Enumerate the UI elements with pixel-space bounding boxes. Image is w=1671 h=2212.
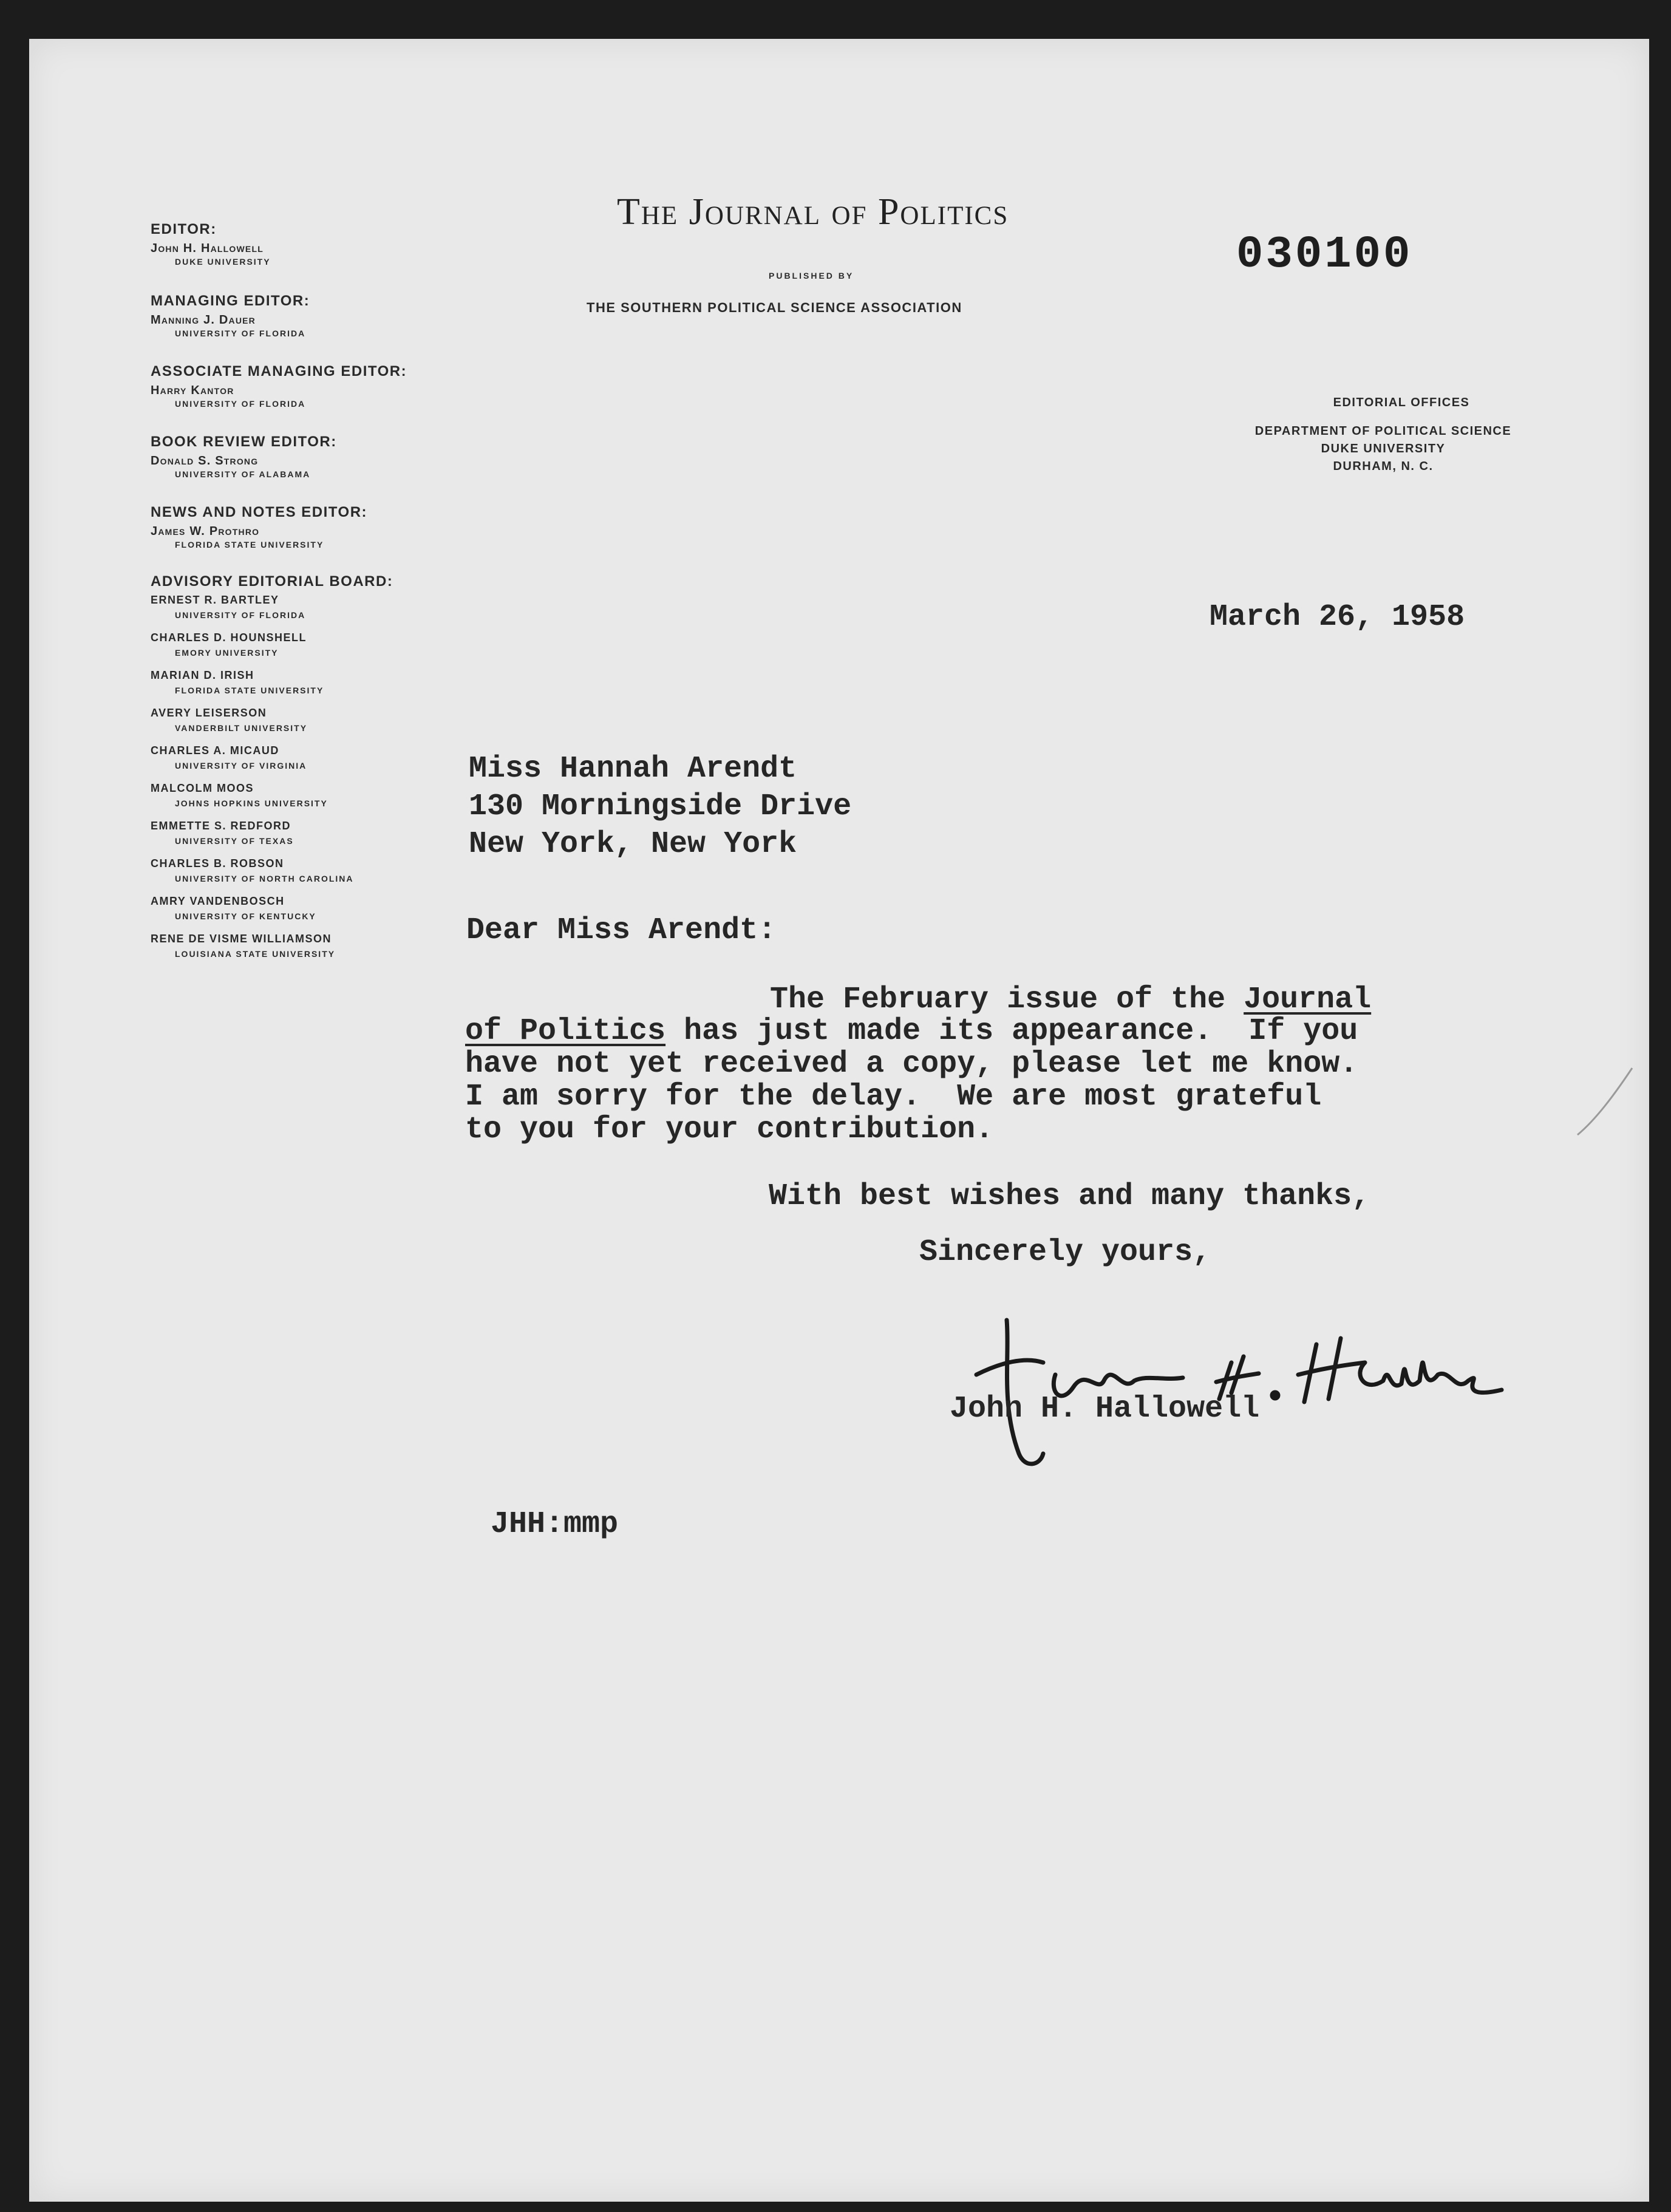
role-heading: EDITOR: bbox=[151, 221, 217, 237]
board-member bbox=[151, 933, 407, 970]
member-name: CHARLES A. MICAUD bbox=[151, 744, 279, 757]
masthead bbox=[151, 221, 407, 970]
role-affiliation: DUKE UNIVERSITY bbox=[175, 257, 271, 267]
board-member bbox=[151, 744, 407, 782]
member-name: RENE DE VISME WILLIAMSON bbox=[151, 933, 332, 945]
editorial-offices bbox=[1171, 396, 1596, 474]
role-affiliation: UNIVERSITY OF FLORIDA bbox=[175, 399, 306, 409]
document-number-stamp: 030100 bbox=[1236, 230, 1413, 281]
handwritten-signature bbox=[904, 1271, 1505, 1496]
board-member bbox=[151, 594, 407, 631]
member-name: ERNEST R. BARTLEY bbox=[151, 594, 279, 606]
role-name: Donald S. Strong bbox=[151, 454, 259, 468]
published-by: PUBLISHED BY bbox=[769, 271, 854, 281]
member-affiliation: UNIVERSITY OF NORTH CAROLINA bbox=[175, 874, 354, 883]
address-line: 130 Morningside Drive bbox=[469, 789, 852, 824]
salutation: Dear Miss Arendt: bbox=[466, 913, 777, 948]
board-member bbox=[151, 669, 407, 707]
board-member bbox=[151, 895, 407, 933]
body-line: I am sorry for the delay. We are most grateful bbox=[465, 1080, 1322, 1114]
member-name: EMMETTE S. REDFORD bbox=[151, 820, 291, 832]
member-affiliation: UNIVERSITY OF VIRGINIA bbox=[175, 761, 307, 771]
address-line: Miss Hannah Arendt bbox=[469, 752, 797, 786]
body-line: to you for your contribution. bbox=[465, 1112, 994, 1147]
board-member bbox=[151, 820, 407, 857]
role-affiliation: UNIVERSITY OF ALABAMA bbox=[175, 469, 311, 479]
body-text: The February issue of the bbox=[770, 982, 1244, 1017]
board-member bbox=[151, 782, 407, 820]
reference-initials: JHH:mmp bbox=[491, 1507, 619, 1542]
role-affiliation: UNIVERSITY OF FLORIDA bbox=[175, 328, 306, 338]
offices-university: DUKE UNIVERSITY bbox=[1321, 442, 1446, 455]
member-name: AVERY LEISERSON bbox=[151, 707, 267, 719]
member-affiliation: LOUISIANA STATE UNIVERSITY bbox=[175, 949, 336, 959]
member-name: CHARLES D. HOUNSHELL bbox=[151, 631, 307, 644]
board-list bbox=[151, 594, 407, 970]
member-affiliation: JOHNS HOPKINS UNIVERSITY bbox=[175, 798, 328, 808]
member-name: MARIAN D. IRISH bbox=[151, 669, 254, 681]
margin-mark bbox=[1571, 1065, 1638, 1138]
letter-date: March 26, 1958 bbox=[1210, 600, 1465, 635]
member-affiliation: UNIVERSITY OF FLORIDA bbox=[175, 610, 306, 620]
body-line bbox=[770, 982, 1371, 1017]
board-member bbox=[151, 631, 407, 669]
address-line: New York, New York bbox=[469, 827, 797, 862]
body-text: has just made its appearance. If you bbox=[665, 1014, 1358, 1049]
offices-department: DEPARTMENT OF POLITICAL SCIENCE bbox=[1254, 424, 1512, 438]
journal-title-underlined: of Politics bbox=[465, 1014, 666, 1049]
association-name: THE SOUTHERN POLITICAL SCIENCE ASSOCIATION bbox=[587, 300, 962, 315]
journal-title-underlined: Journal bbox=[1244, 982, 1372, 1017]
typed-signer-name: John H. Hallowell bbox=[950, 1392, 1260, 1426]
member-affiliation: FLORIDA STATE UNIVERSITY bbox=[175, 686, 324, 695]
offices-heading: EDITORIAL OFFICES bbox=[1333, 396, 1470, 409]
board-member bbox=[151, 857, 407, 895]
member-affiliation: UNIVERSITY OF KENTUCKY bbox=[175, 911, 316, 921]
member-name: AMRY VANDENBOSCH bbox=[151, 895, 285, 907]
body-line bbox=[465, 1014, 1358, 1049]
member-name: MALCOLM MOOS bbox=[151, 782, 254, 794]
member-affiliation: EMORY UNIVERSITY bbox=[175, 648, 279, 658]
member-affiliation: VANDERBILT UNIVERSITY bbox=[175, 723, 308, 733]
masthead-role bbox=[151, 504, 407, 573]
masthead-role bbox=[151, 293, 407, 363]
masthead-role bbox=[151, 221, 407, 293]
journal-title: The Journal of Politics bbox=[617, 191, 1009, 233]
board-heading: ADVISORY EDITORIAL BOARD: bbox=[151, 573, 393, 590]
masthead-role bbox=[151, 363, 407, 434]
letter-sheet bbox=[29, 39, 1649, 2202]
role-heading: NEWS AND NOTES EDITOR: bbox=[151, 504, 368, 520]
masthead-role bbox=[151, 434, 407, 504]
board-member bbox=[151, 707, 407, 744]
closing-line: With best wishes and many thanks, bbox=[769, 1179, 1370, 1214]
role-name: John H. Hallowell bbox=[151, 242, 264, 255]
body-line: have not yet received a copy, please let me know. bbox=[465, 1047, 1358, 1081]
member-name: CHARLES B. ROBSON bbox=[151, 857, 284, 869]
role-heading: ASSOCIATE MANAGING EDITOR: bbox=[151, 363, 407, 379]
offices-city: DURHAM, N. C. bbox=[1333, 460, 1434, 473]
role-name: Harry Kantor bbox=[151, 384, 234, 397]
role-heading: BOOK REVIEW EDITOR: bbox=[151, 434, 337, 450]
role-name: Manning J. Dauer bbox=[151, 313, 256, 327]
role-affiliation: FLORIDA STATE UNIVERSITY bbox=[175, 540, 324, 550]
recipient-address bbox=[469, 750, 851, 863]
role-name: James W. Prothro bbox=[151, 525, 260, 538]
role-heading: MANAGING EDITOR: bbox=[151, 293, 310, 309]
sign-off: Sincerely yours, bbox=[919, 1235, 1211, 1270]
member-affiliation: UNIVERSITY OF TEXAS bbox=[175, 836, 294, 846]
